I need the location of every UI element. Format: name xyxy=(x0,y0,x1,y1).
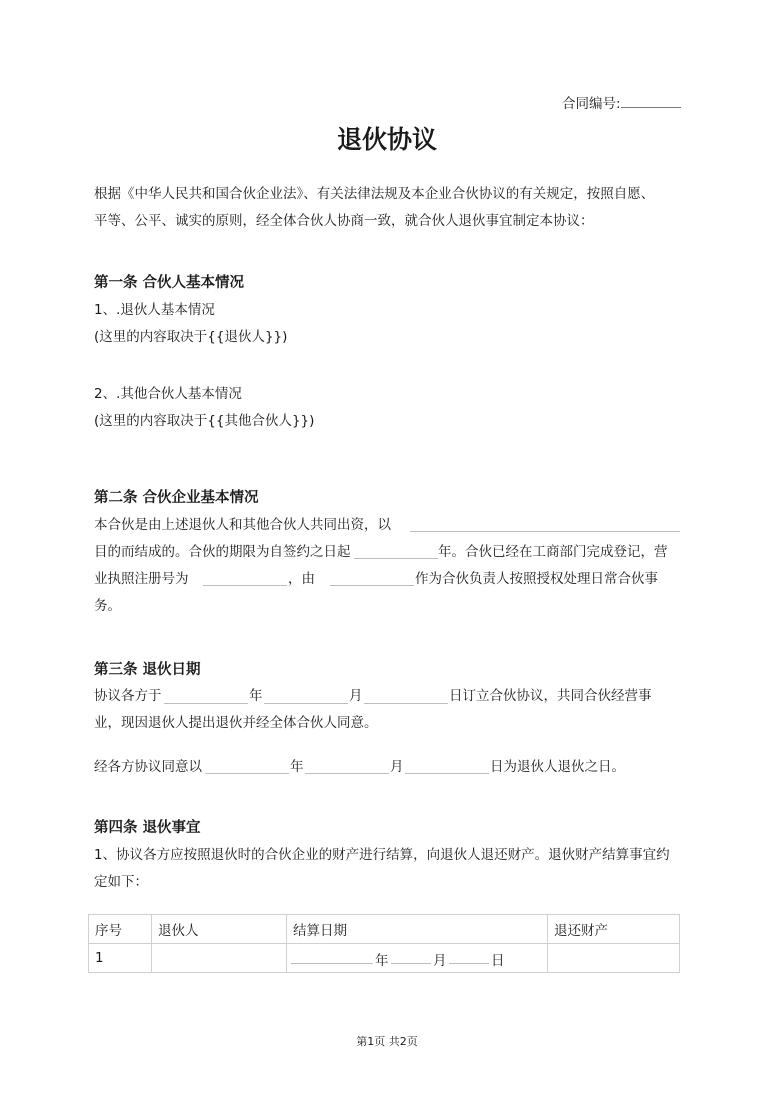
settle-month-blank[interactable] xyxy=(391,963,431,964)
exit-day-blank[interactable] xyxy=(405,773,489,774)
article-2-line-3b: ，由 xyxy=(288,571,315,587)
settlement-table xyxy=(88,914,680,973)
contract-number xyxy=(562,93,681,114)
contract-number-blank[interactable] xyxy=(621,93,681,108)
article-3-line-2: 业，现因退伙人提出退伙并经全体合伙人同意。 xyxy=(94,715,378,731)
preamble-line-2: 平等、公平、诚实的原则，经全体合伙人协商一致，就合伙人退伙事宜制定本协议： xyxy=(94,213,594,229)
col-header-number: 序号 xyxy=(89,915,152,944)
preamble-line-1: 根据《中华人民共和国合伙企业法》、有关法律法规及本企业合伙协议的有关规定，按照自愿、 xyxy=(94,186,655,202)
term-years-blank[interactable] xyxy=(354,558,438,559)
article-2-line-2a: 目的而结成的。合伙的期限为自签约之日起 xyxy=(94,544,351,560)
page-number: 第1页 共2页 xyxy=(356,1035,418,1048)
settle-year-blank[interactable] xyxy=(291,963,373,964)
year-label: 年 xyxy=(249,688,263,704)
sign-day-blank[interactable] xyxy=(364,703,448,704)
article-3-line-1a: 协议各方于 xyxy=(94,688,162,704)
exit-year-blank[interactable] xyxy=(205,773,289,774)
sign-year-blank[interactable] xyxy=(164,703,248,704)
responsible-partner-blank[interactable] xyxy=(330,585,414,586)
col-header-returned-property: 退还财产 xyxy=(548,915,680,944)
settle-year-label: 年 xyxy=(375,953,389,969)
cell-returned-property[interactable] xyxy=(548,944,680,973)
article-1-item-1-note: (这里的内容取决于{{退伙人}}) xyxy=(94,329,288,345)
table-header-row xyxy=(89,915,680,944)
article-2-heading: 第二条 合伙企业基本情况 xyxy=(94,490,259,506)
license-number-blank[interactable] xyxy=(203,585,287,586)
article-3-line-1b: 日订立合伙协议，共同合伙经营事 xyxy=(449,688,652,704)
article-2-line-1: 本合伙是由上述退伙人和其他合伙人共同出资，以 xyxy=(94,517,391,533)
contract-number-label: 合同编号: xyxy=(562,96,621,112)
cell-settlement-date xyxy=(287,944,548,973)
article-1-item-1: 1、.退伙人基本情况 xyxy=(94,302,215,318)
month-label: 月 xyxy=(349,688,363,704)
article-4-heading: 第四条 退伙事宜 xyxy=(94,820,201,836)
exit-month-blank[interactable] xyxy=(305,773,389,774)
settle-day-label: 日 xyxy=(491,953,505,969)
year-label: 年 xyxy=(290,759,304,775)
settle-month-label: 月 xyxy=(433,953,447,969)
cell-partner[interactable] xyxy=(152,944,287,973)
settle-day-blank[interactable] xyxy=(449,963,489,964)
article-2-line-4: 务。 xyxy=(94,598,121,614)
article-4-line-1: 1、协议各方应按照退伙时的合伙企业的财产进行结算，向退伙人退还财产。退伙财产结算事宜约 xyxy=(94,847,670,863)
article-2-line-2b: 年。合伙已经在工商部门完成登记，营 xyxy=(438,544,668,560)
article-1-item-2-note: (这里的内容取决于{{其他合伙人}}) xyxy=(94,413,315,429)
article-3-line-3a: 经各方协议同意以 xyxy=(94,759,202,775)
article-3-heading: 第三条 退伙日期 xyxy=(94,662,201,678)
table-row xyxy=(89,944,680,973)
article-4-line-2: 定如下： xyxy=(94,874,148,890)
sign-month-blank[interactable] xyxy=(264,703,348,704)
purpose-blank[interactable] xyxy=(410,531,680,532)
col-header-partner: 退伙人 xyxy=(152,915,287,944)
article-1-heading: 第一条 合伙人基本情况 xyxy=(94,275,245,291)
article-3-line-3b: 日为退伙人退伙之日。 xyxy=(490,759,625,775)
month-label: 月 xyxy=(390,759,404,775)
article-1-item-2: 2、.其他合伙人基本情况 xyxy=(94,386,242,402)
document-title: 退伙协议 xyxy=(336,125,437,154)
article-2-line-3a: 业执照注册号为 xyxy=(94,571,189,587)
article-2-line-3c: 作为合伙负责人按照授权处理日常合伙事 xyxy=(415,571,658,587)
cell-number: 1 xyxy=(89,944,152,973)
col-header-settlement-date: 结算日期 xyxy=(287,915,548,944)
